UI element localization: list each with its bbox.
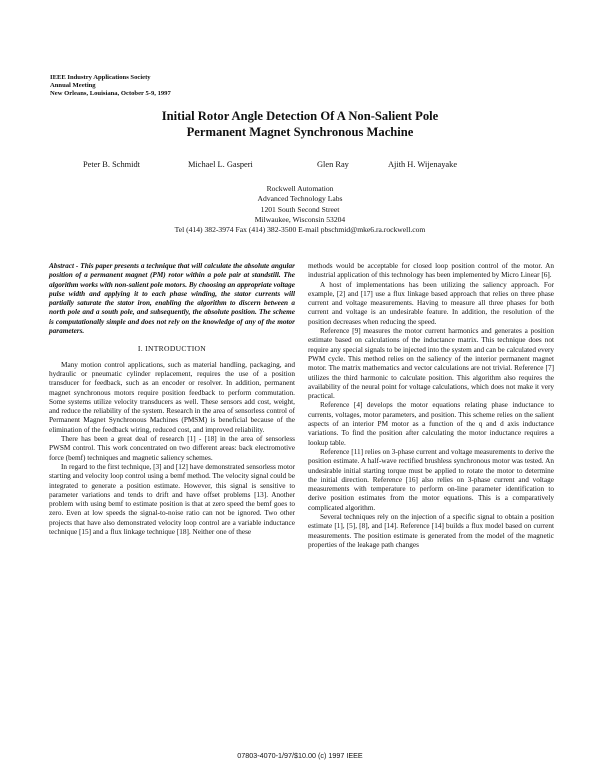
paper-title — [0, 108, 600, 140]
author-2: Michael L. Gasperi — [188, 160, 253, 169]
body-paragraph: Reference [11] relies on 3-phase current and voltage measurements to derive the position estimate. A half-wave rectified brushless synchronous motor was tested. An undesirable initial starting torque must be applied to rotate the motor to determine the initial direction. Reference [16] also relies on 3-phase current and voltage measurements with temperature to perform on-line parameter identification to derive position estimates from the motor equations. This is a comparatively complicated algorithm. — [308, 447, 554, 512]
body-paragraph: Several techniques rely on the injection of a specific signal to obtain a position estimate [1], [5], [8], and [14]. Reference [14] builds a flux model based on current measurements. The position estimate is generated from the model of the magnetic properties of the leakage path changes — [308, 513, 554, 549]
affiliation-block — [0, 184, 600, 235]
title-line-2: Permanent Magnet Synchronous Machine — [186, 125, 414, 139]
author-1: Peter B. Schmidt — [83, 160, 140, 169]
right-column — [308, 262, 554, 550]
venue-header — [50, 74, 171, 98]
body-paragraph: In regard to the first technique, [3] and [12] have demonstrated sensorless motor starting and velocity loop control using a bemf method. The velocity signal could be integrated to generate a position estimate. However, this signal is sensitive to parameter variations and tends to drift and have offset problems [13]. Another problem with using bemf to estimate position is that at zero speed the bemf goes to zero. Even at low speeds the signal-to-noise ratio can not be ignored. Two other projects that have also demonstrated velocity loop control are a variable inductance technique [15] and a flux linkage technique [18]. Neither one of these — [49, 462, 295, 537]
affiliation-city: Milwaukee, Wisconsin 53204 — [254, 214, 346, 224]
body-paragraph: Many motion control applications, such as material handling, packaging, and hydraulic or pneumatic cylinder replacement, requires the use of a position transducer for feedback, such as an encoder or resolver. In addition, permanent magnet synchronous motors require position feedback to perform commutation. Some systems utilize velocity transducers as well. These sensors add cost, weight, and reduce the reliability of the system. Research in the area of sensorless control of Permanent Magnet Synchronous Machines (PMSM) is beneficial because of the elimination of the feedback wiring, reduced cost, and improved reliability. — [49, 360, 295, 434]
abstract: Abstract - This paper presents a technique that will calculate the absolute angular position of a permanent magnet (PM) rotor within a pole pair at standstill. The algorithm works with non-salient pole motors. By choosing an appropriate voltage pulse width and applying it to each phase winding, the stator currents will partially saturate the stator iron, enabling the algorithm to discern between a north pole and a south pole, and subsequently, the absolute position. The scheme is computationally simple and does not rely on the knowledge of any of the motor parameters. — [49, 262, 295, 336]
title-line-1: Initial Rotor Angle Detection Of A Non-Salient Pole — [161, 109, 439, 123]
body-paragraph: A host of implementations has been utilizing the saliency approach. For example, [2] and [17] use a flux linkage based approach that relies on three phase current and voltage measurements. Having to measure all three phases for both current and voltage is an undesirable feature. In addition, the resolution of the position decreases when reducing the speed. — [308, 280, 554, 326]
copyright-footer: 07803-4070-1/97/$10.00 (c) 1997 IEEE — [237, 751, 363, 760]
left-column — [49, 262, 295, 537]
section-heading-introduction: I. INTRODUCTION — [137, 344, 207, 354]
author-3: Glen Ray — [317, 160, 349, 169]
body-paragraph: There has been a great deal of research [1] - [18] in the area of sensorless PWSM control. This work concentrated on two different areas: back electromotive force (bemf) techniques and magnetic saliency schemes. — [49, 435, 295, 462]
venue-location-date: New Orleans, Louisiana, October 5-9, 1997 — [50, 90, 171, 97]
affiliation-contact: Tel (414) 382-3974 Fax (414) 382-3500 E-mail pbschmid@mke6.ra.rockwell.com — [174, 225, 426, 235]
body-paragraph: methods would be acceptable for closed loop position control of the motor. An industrial application of this technology has been implemented by Micro Linear [6]. — [308, 262, 554, 280]
author-4: Ajith H. Wijenayake — [388, 160, 458, 169]
affiliation-company: Rockwell Automation — [266, 184, 334, 193]
body-paragraph: Reference [4] develops the motor equations relating phase inductance to currents, voltages, motor parameters, and position. This scheme relies on the salient aspects of an interior PM motor as a function of the q and d axis inductance variations. To find the position after calculating the motor inductance requires a lookup table. — [308, 401, 554, 447]
affiliation-street: 1201 South Second Street — [260, 204, 340, 214]
venue-society: IEEE Industry Applications Society — [50, 74, 151, 81]
venue-meeting: Annual Meeting — [50, 82, 96, 89]
body-paragraph: Reference [9] measures the motor current harmonics and generates a position estimate based on calculations of the inductance matrix. This technique does not require any special signals to be injected into the system and can be calculated every PWM cycle. This method relies on the saliency of the interior permanent magnet motor. The matrix mathematics and vector calculations are not trivial. Reference [7] utilizes the third harmonic to calculate position. This algorithm also requires the availability of the neural point for voltage calculations, which does not make it very practical. — [308, 327, 554, 401]
affiliation-lab: Advanced Technology Labs — [257, 194, 343, 204]
